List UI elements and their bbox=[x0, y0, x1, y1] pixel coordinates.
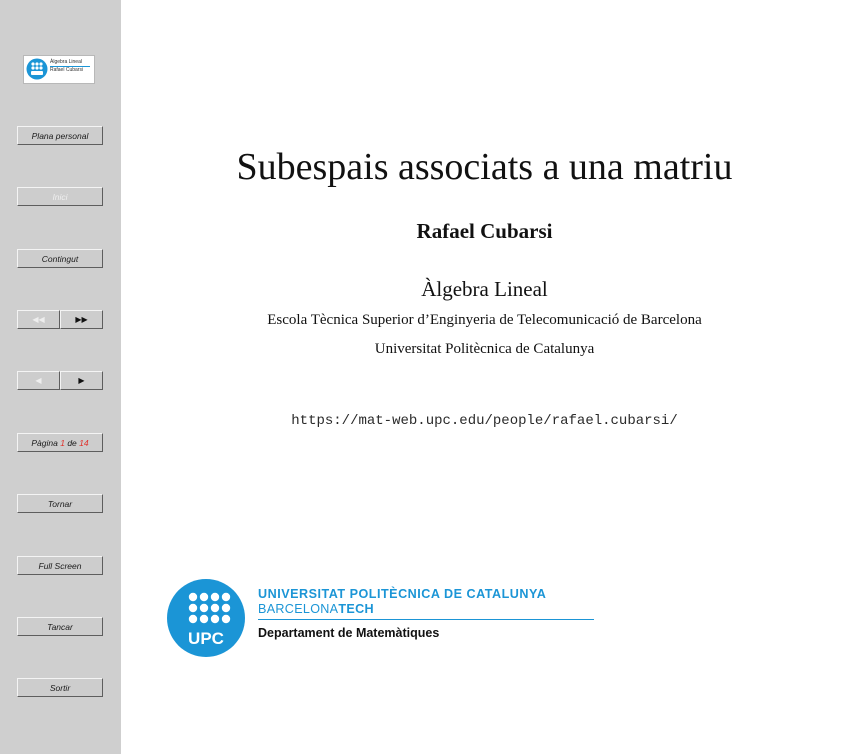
author-name: Rafael Cubarsi bbox=[416, 219, 553, 243]
logo-line1: Àlgebra Lineal bbox=[50, 59, 82, 65]
university-name: Universitat Politècnica de Catalunya bbox=[374, 341, 595, 357]
contingut-button[interactable]: Contingut bbox=[17, 249, 103, 268]
page-indicator-button[interactable] bbox=[17, 433, 103, 452]
sidebar-logo bbox=[23, 55, 95, 84]
upc-name: UNIVERSITAT POLITÈCNICA DE CATALUNYA bbox=[258, 587, 547, 601]
slide-content bbox=[121, 0, 848, 754]
slide-title: Subespais associats a una matriu bbox=[236, 146, 733, 188]
step-nav-pair bbox=[17, 371, 103, 390]
homepage-url[interactable]: https://mat-web.upc.edu/people/rafael.cubarsi/ bbox=[291, 413, 678, 429]
department-name: Departament de Matemàtiques bbox=[258, 626, 440, 640]
fast-nav-pair bbox=[17, 310, 103, 329]
school-name: Escola Tècnica Superior d’Enginyeria de Telecomunicació de Barcelona bbox=[267, 312, 702, 328]
upc-emblem-icon bbox=[26, 58, 48, 80]
rewind-button[interactable]: ◀◀ bbox=[17, 310, 60, 329]
plana-personal-button[interactable]: Plana personal bbox=[17, 126, 103, 145]
page-de: de bbox=[67, 437, 77, 448]
previous-button[interactable]: ◀ bbox=[17, 371, 60, 390]
fast-forward-button[interactable]: ▶▶ bbox=[60, 310, 103, 329]
logo-line2: Rafael Cubarsi bbox=[50, 67, 84, 73]
page-current: 1 bbox=[60, 437, 65, 448]
upc-logo-icon bbox=[166, 578, 246, 658]
next-button[interactable]: ▶ bbox=[60, 371, 103, 390]
course-name: Àlgebra Lineal bbox=[421, 277, 548, 301]
page-label: Pàgina bbox=[31, 437, 58, 448]
upc-campus: BARCELONATECH bbox=[258, 602, 374, 616]
tornar-button[interactable]: Tornar bbox=[17, 494, 103, 513]
upc-divider bbox=[258, 619, 594, 620]
navigation-sidebar bbox=[0, 0, 121, 754]
sortir-button[interactable]: Sortir bbox=[17, 678, 103, 697]
page-total: 14 bbox=[79, 437, 89, 448]
tancar-button[interactable]: Tancar bbox=[17, 617, 103, 636]
full-screen-button[interactable]: Full Screen bbox=[17, 556, 103, 575]
inici-button[interactable]: Inici bbox=[17, 187, 103, 206]
upc-emblem-text: UPC bbox=[188, 629, 224, 648]
upc-wordmark bbox=[258, 587, 594, 640]
